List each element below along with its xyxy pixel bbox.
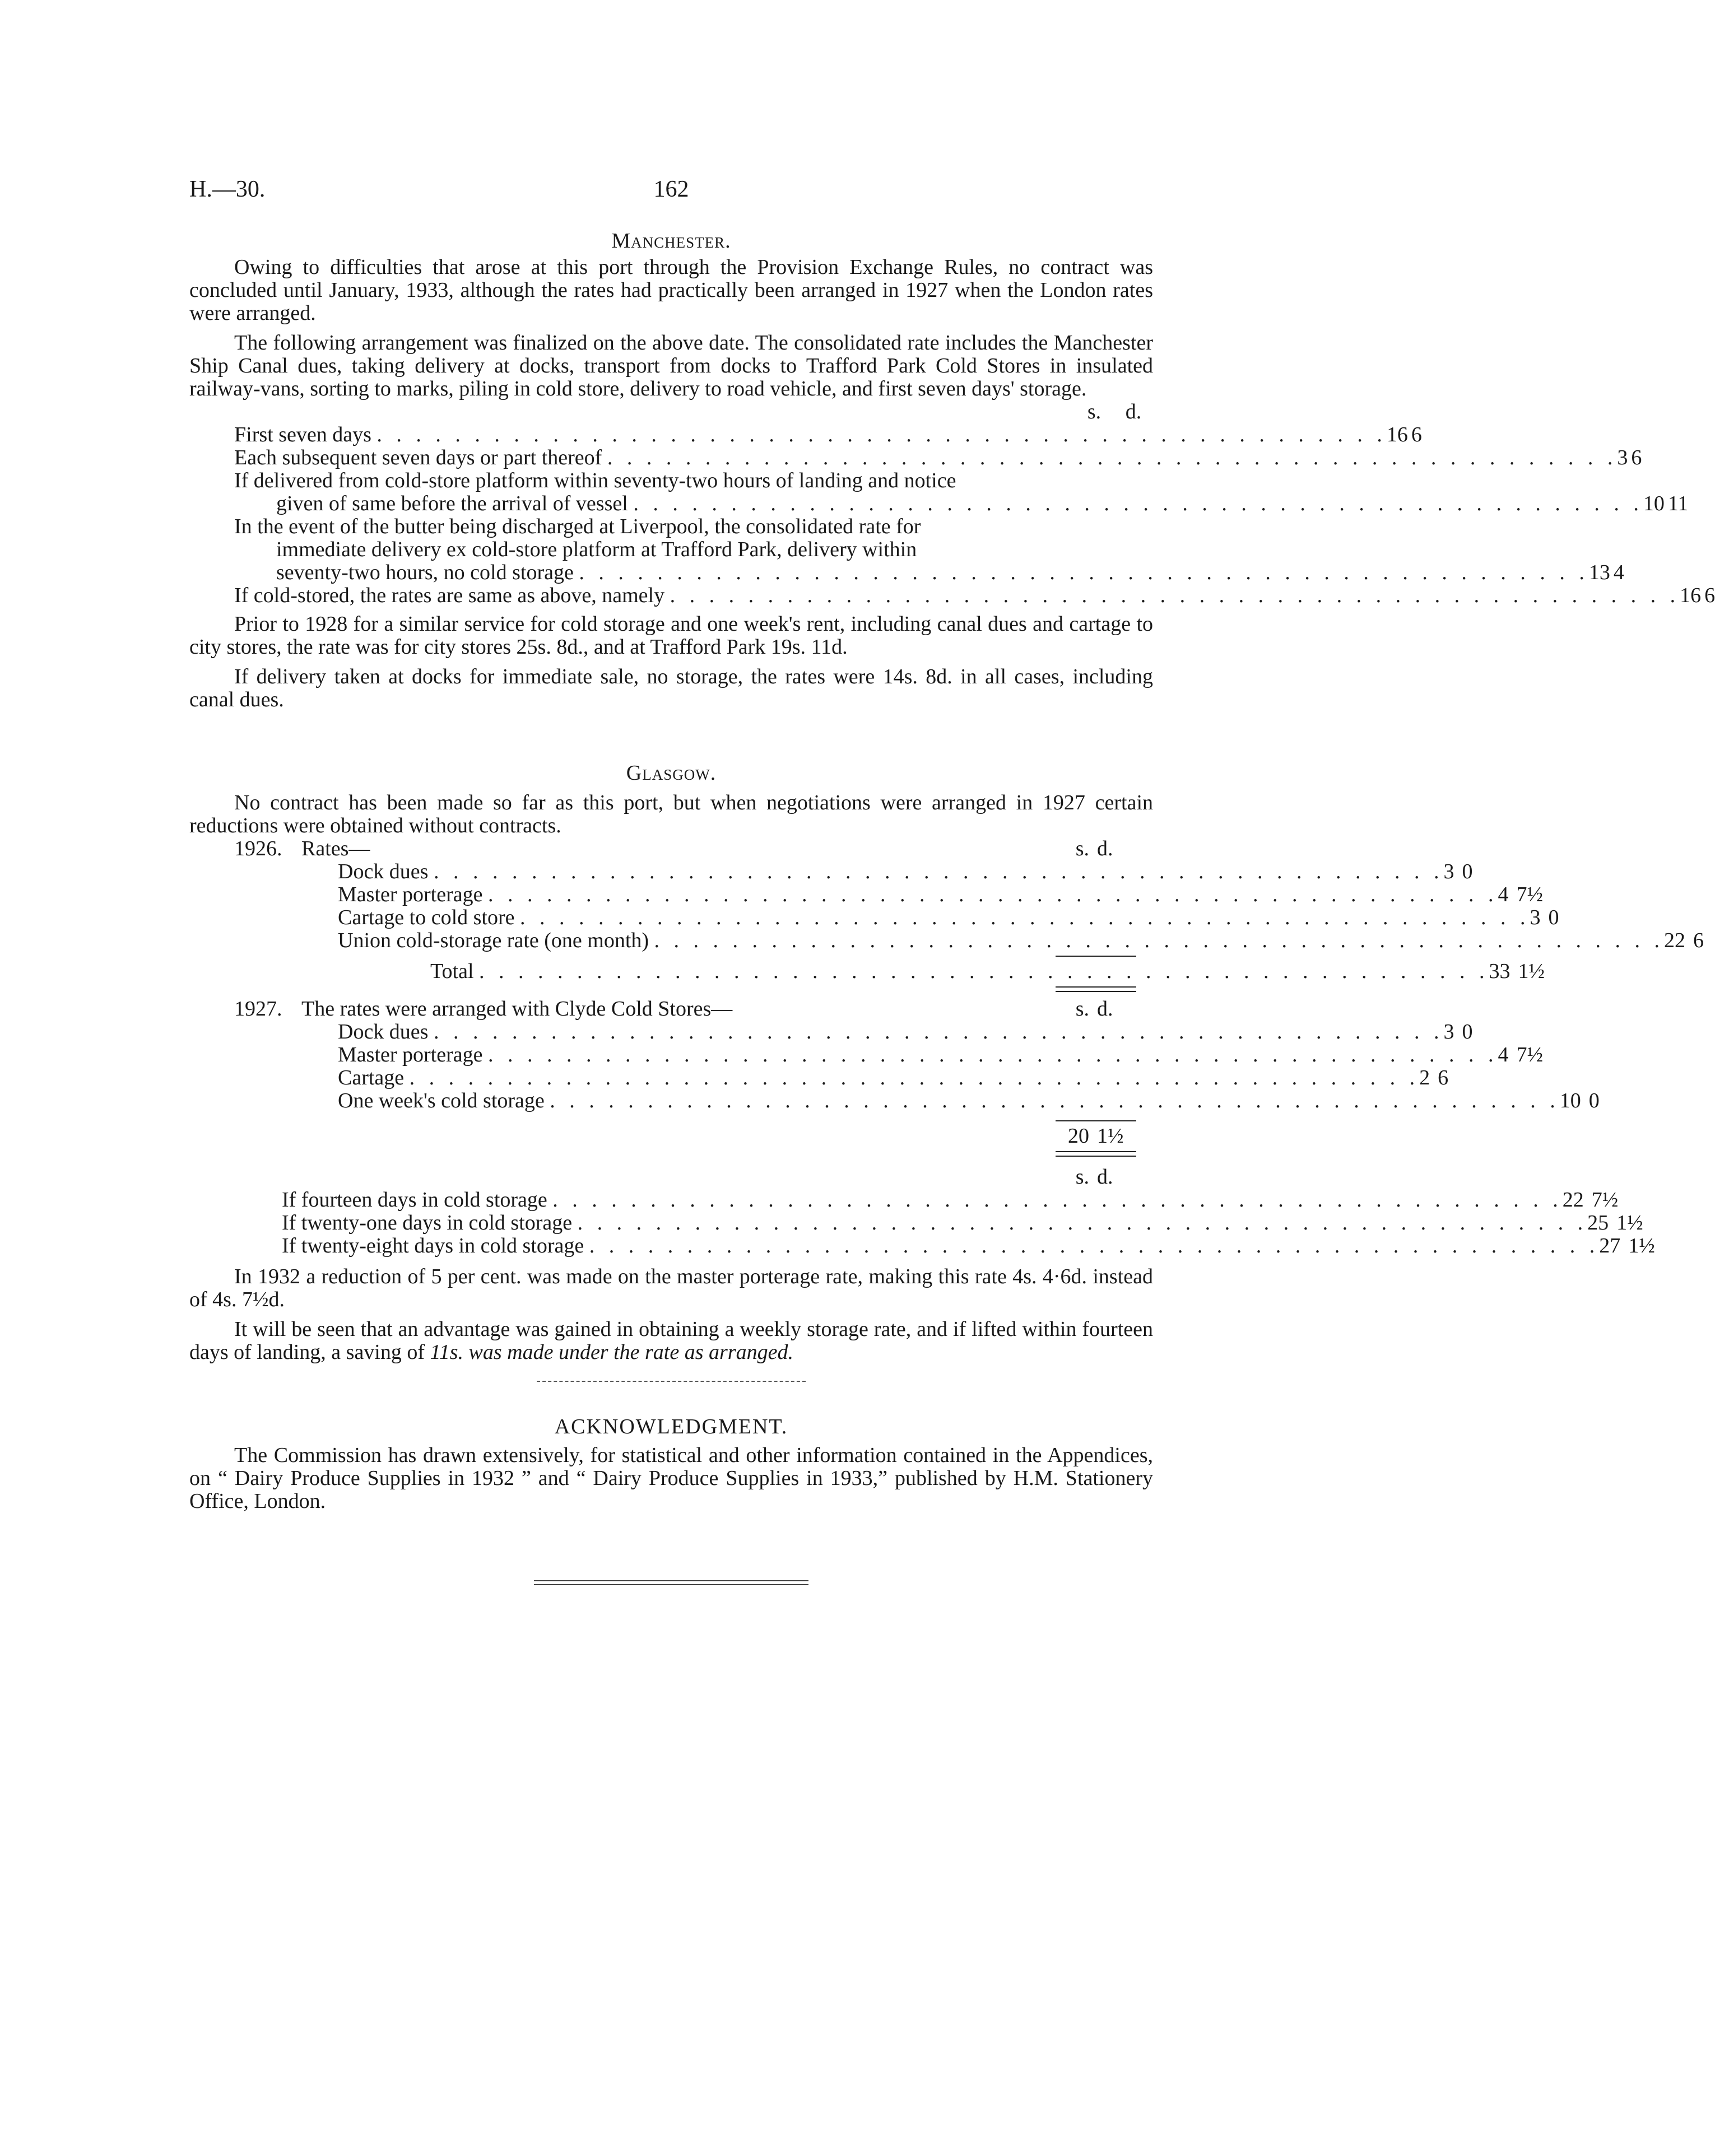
rates-1927 <box>234 997 1655 1258</box>
row-pence: 0 <box>1548 906 1559 929</box>
row-shillings: 27 <box>1599 1234 1621 1258</box>
extra-unit-header <box>234 1166 1136 1189</box>
table-row <box>234 1089 1600 1112</box>
unit-pence: d. <box>1125 400 1142 423</box>
sum-rule <box>1056 1120 1136 1121</box>
row-shillings: 10 <box>1559 1089 1581 1112</box>
row-label: If twenty-eight days in cold storage <box>282 1234 584 1258</box>
page-number: 162 <box>653 176 689 202</box>
manchester-unit-header <box>189 401 1153 423</box>
rate-shillings: 10 <box>1643 492 1665 515</box>
unit-shillings: s. <box>1075 837 1089 860</box>
row-pence: 6 <box>1438 1066 1449 1089</box>
rate-entry <box>234 423 1422 446</box>
total-label: Total <box>430 960 474 983</box>
manchester-para-3: Prior to 1928 for a similar service for cold storage and one week's rent, including canal dues and cartage to city stores, the rate was for city stores 25s. 8d., and at Trafford Park 19s. 11d. <box>189 612 1153 659</box>
leader-dots: . . . . . . . . . . . . . . . . . . . . . . . . . . . . . . . . . . . . . . . . . . . . . . . . . . . . <box>377 423 1387 446</box>
sum-rule <box>1056 956 1136 957</box>
leader-dots: . . . . . . . . . . . . . . . . . . . . . . . . . . . . . . . . . . . . . . . . . . . . . . . . . . . . <box>550 1089 1560 1112</box>
page-header <box>189 178 1153 206</box>
leader-dots: . . . . . . . . . . . . . . . . . . . . . . . . . . . . . . . . . . . . . . . . . . . . . . . . . . . . <box>654 929 1665 952</box>
main-content <box>189 229 1715 1585</box>
year-heading-row <box>234 837 1136 860</box>
table-row <box>234 1234 1655 1258</box>
leader-dots: . . . . . . . . . . . . . . . . . . . . . . . . . . . . . . . . . . . . . . . . . . . . . . . . . . . . <box>670 584 1680 607</box>
leader-dots: . . . . . . . . . . . . . . . . . . . . . . . . . . . . . . . . . . . . . . . . . . . . . . . . . . . . <box>607 446 1618 469</box>
rate-entry <box>234 492 1689 515</box>
year-label: 1926. <box>234 837 282 860</box>
row-pence: 1½ <box>1616 1211 1643 1235</box>
leader-dots: . . . . . . . . . . . . . . . . . . . . . . . . . . . . . . . . . . . . . . . . . . . . . . . . . . . . <box>577 1211 1588 1235</box>
acknowledgment-text: The Commission has drawn extensively, for statistical and other information contained in the Appendices, on “ Dairy Produce Supplies in 1932 ” and “ Dairy Produce Supplies in 1933,” published by H.M. Stationery Office, London. <box>189 1443 1153 1513</box>
year-heading: The rates were arranged with Clyde Cold Stores— <box>301 997 733 1021</box>
table-row <box>234 929 1704 952</box>
table-row <box>234 1043 1543 1067</box>
rate-entry <box>234 561 1624 584</box>
rate-shillings: 13 <box>1588 561 1610 584</box>
unit-shillings: s. <box>1075 997 1089 1021</box>
manchester-para-2: The following arrangement was finalized on the above date. The consolidated rate includes the Manchester Ship Canal dues, taking delivery at docks, transport from docks to Trafford Park Cold Stores in insulated railway-vans, sorting to marks, piling in cold store, delivery to road vehicle, and first seven days' storage. <box>189 331 1153 401</box>
table-row <box>234 1188 1619 1212</box>
leader-dots: . . . . . . . . . . . . . . . . . . . . . . . . . . . . . . . . . . . . . . . . . . . . . . . . . . . . <box>520 906 1530 929</box>
leader-dots: . . . . . . . . . . . . . . . . . . . . . . . . . . . . . . . . . . . . . . . . . . . . . . . . . . . . <box>579 561 1589 584</box>
rate-label-cont: immediate delivery ex cold-store platform at Trafford Park, delivery within <box>276 538 917 561</box>
row-label: Union cold-storage rate (one month) <box>338 929 649 952</box>
rate-entry <box>234 584 1715 607</box>
row-shillings: 22 <box>1562 1188 1584 1212</box>
row-pence: 7½ <box>1516 883 1543 906</box>
section-divider <box>537 1381 806 1382</box>
para-italic-text: 11s. was made under the rate as arranged. <box>430 1340 793 1364</box>
total-double-rule <box>1056 1151 1136 1157</box>
total-row <box>234 960 1545 983</box>
unit-pence: d. <box>1097 837 1113 860</box>
acknowledgment-section <box>189 1415 1153 1513</box>
rate-label: If delivered from cold-store platform within seventy-two hours of landing and notice <box>234 469 956 492</box>
para-text: It will be seen that an advantage was gained in obtaining a weekly storage rate, and if lifted within fourteen days of landing, a saving of <box>189 1317 1153 1364</box>
leader-dots: . . . . . . . . . . . . . . . . . . . . . . . . . . . . . . . . . . . . . . . . . . . . . . . . . . . . <box>479 960 1489 983</box>
unit-pence: d. <box>1097 997 1113 1021</box>
unit-pence: d. <box>1097 1165 1113 1189</box>
leader-dots: . . . . . . . . . . . . . . . . . . . . . . . . . . . . . . . . . . . . . . . . . . . . . . . . . . . . <box>488 883 1498 906</box>
leader-dots: . . . . . . . . . . . . . . . . . . . . . . . . . . . . . . . . . . . . . . . . . . . . . . . . . . . . <box>409 1066 1420 1089</box>
total-double-rule <box>1056 986 1136 992</box>
row-shillings: 2 <box>1419 1066 1430 1089</box>
row-pence: 1½ <box>1628 1234 1655 1258</box>
row-pence: 0 <box>1462 860 1473 883</box>
table-row <box>234 883 1543 906</box>
rate-label-cont: seventy-two hours, no cold storage <box>276 561 574 584</box>
leader-dots: . . . . . . . . . . . . . . . . . . . . . . . . . . . . . . . . . . . . . . . . . . . . . . . . . . . . <box>552 1188 1563 1212</box>
year-label: 1927. <box>234 997 282 1021</box>
row-pence: 7½ <box>1516 1043 1543 1067</box>
manchester-para-4: If delivery taken at docks for immediate sale, no storage, the rates were 14s. 8d. in all cases, including canal dues. <box>189 665 1153 711</box>
row-shillings: 4 <box>1498 883 1509 906</box>
rate-shillings: 3 <box>1617 446 1628 469</box>
rate-label-cont: given of same before the arrival of vessel <box>276 492 628 515</box>
rate-pence: 11 <box>1667 492 1689 515</box>
rate-label: Each subsequent seven days or part thereof <box>234 446 602 469</box>
row-label: Cartage to cold store <box>338 906 515 929</box>
rate-pence: 4 <box>1613 561 1624 584</box>
rate-entry-line <box>234 515 1153 538</box>
rate-entry <box>234 446 1642 469</box>
glasgow-para-2: In 1932 a reduction of 5 per cent. was made on the master porterage rate, making this rate 4s. 4·6d. instead of 4s. 7½d. <box>189 1265 1153 1311</box>
leader-dots: . . . . . . . . . . . . . . . . . . . . . . . . . . . . . . . . . . . . . . . . . . . . . . . . . . . . <box>488 1043 1498 1067</box>
glasgow-title: Glasgow. <box>626 761 717 785</box>
rate-entry-line <box>234 538 1153 561</box>
row-label: Master porterage <box>338 1043 483 1067</box>
rate-label: First seven days <box>234 423 371 446</box>
row-label: Dock dues <box>338 1020 429 1044</box>
rate-pence: 6 <box>1631 446 1642 469</box>
row-shillings: 4 <box>1498 1043 1509 1067</box>
rate-shillings: 16 <box>1386 423 1408 446</box>
leader-dots: . . . . . . . . . . . . . . . . . . . . . . . . . . . . . . . . . . . . . . . . . . . . . . . . . . . . <box>433 1020 1444 1044</box>
unit-shillings: s. <box>1075 1165 1089 1189</box>
total-row <box>234 1125 1136 1148</box>
row-shillings: 3 <box>1443 860 1454 883</box>
year-heading: Rates— <box>301 837 370 860</box>
rates-1926 <box>234 837 1704 992</box>
glasgow-para-3 <box>189 1318 1153 1364</box>
year-heading-row <box>234 998 1136 1021</box>
row-label: Cartage <box>338 1066 405 1089</box>
total-shillings: 20 <box>1068 1124 1089 1148</box>
row-pence: 0 <box>1588 1089 1600 1112</box>
leader-dots: . . . . . . . . . . . . . . . . . . . . . . . . . . . . . . . . . . . . . . . . . . . . . . . . . . . . <box>633 492 1643 515</box>
row-shillings: 3 <box>1443 1020 1454 1044</box>
table-row <box>234 1211 1643 1235</box>
total-pence: 1½ <box>1518 960 1545 983</box>
manchester-para-1: Owing to difficulties that arose at this port through the Provision Exchange Rules, no contract was concluded until January, 1933, although the rates had practically been arranged in 1927 when the London rates were arranged. <box>189 255 1153 325</box>
total-shillings: 33 <box>1489 960 1510 983</box>
row-label: Master porterage <box>338 883 483 906</box>
row-label: Dock dues <box>338 860 429 883</box>
row-shillings: 25 <box>1587 1211 1609 1235</box>
row-shillings: 3 <box>1530 906 1541 929</box>
rate-pence: 6 <box>1411 423 1422 446</box>
manchester-rates <box>234 423 1715 607</box>
row-shillings: 22 <box>1664 929 1686 952</box>
rate-label: In the event of the butter being discharged at Liverpool, the consolidated rate for <box>234 515 921 538</box>
table-row <box>234 1066 1449 1089</box>
table-row <box>234 860 1473 883</box>
row-label: One week's cold storage <box>338 1089 545 1112</box>
table-row <box>234 906 1559 929</box>
manchester-section <box>189 229 1715 711</box>
glasgow-para-1: No contract has been made so far as this port, but when negotiations were arranged in 1927 certain reductions were obtained without contracts. <box>189 791 1153 837</box>
rate-pence: 6 <box>1704 584 1715 607</box>
leader-dots: . . . . . . . . . . . . . . . . . . . . . . . . . . . . . . . . . . . . . . . . . . . . . . . . . . . . <box>433 860 1444 883</box>
manchester-title: Manchester. <box>611 229 731 253</box>
rate-shillings: 16 <box>1680 584 1702 607</box>
row-label: If twenty-one days in cold storage <box>282 1211 573 1235</box>
row-pence: 0 <box>1462 1020 1473 1044</box>
total-pence: 1½ <box>1097 1124 1124 1148</box>
document-code: H.—30. <box>189 176 266 202</box>
acknowledgment-title: ACKNOWLEDGMENT. <box>554 1415 788 1438</box>
unit-shillings: s. <box>1087 400 1101 423</box>
row-pence: 7½ <box>1591 1188 1619 1212</box>
leader-dots: . . . . . . . . . . . . . . . . . . . . . . . . . . . . . . . . . . . . . . . . . . . . . . . . . . . . <box>589 1234 1600 1258</box>
table-row <box>234 1020 1473 1044</box>
row-label: If fourteen days in cold storage <box>282 1188 547 1212</box>
rate-entry-line <box>234 469 1153 492</box>
glasgow-section <box>189 761 1704 1364</box>
rate-label: If cold-stored, the rates are same as above, namely <box>234 584 665 607</box>
end-double-rule <box>534 1580 808 1585</box>
row-pence: 6 <box>1693 929 1704 952</box>
